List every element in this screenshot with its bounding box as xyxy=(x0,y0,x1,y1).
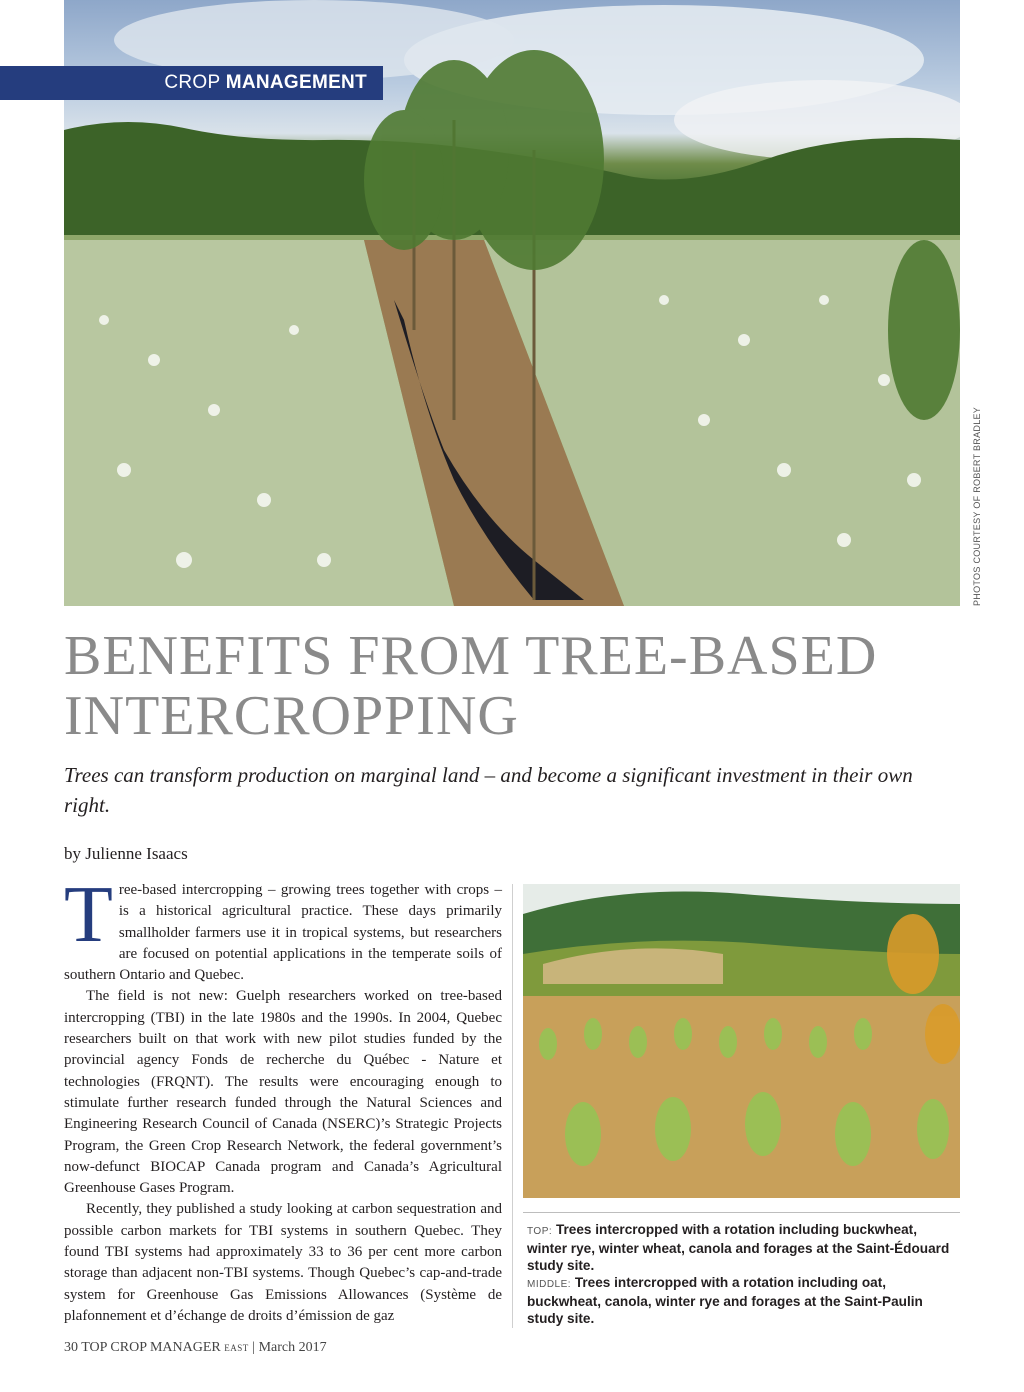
section-label-light: CROP xyxy=(164,72,221,93)
column-divider xyxy=(512,884,513,1328)
issue-date: March 2017 xyxy=(258,1340,327,1355)
caption-tag-middle: MIDDLE: xyxy=(527,1279,572,1290)
magazine-edition: EAST xyxy=(224,1343,249,1353)
body-paragraph-1-text: ree-based intercropping – growing trees together with crops – is a historical agricultural practice. These days primarily smallholder farmers use it in tropical systems, but researchers are focused on potential applications in the temperate soils of southern Ontario and Quebec. xyxy=(64,882,502,984)
body-paragraph-1 xyxy=(64,871,502,986)
photo-caption xyxy=(527,1221,955,1327)
article-dek: Trees can transform production on marginal land – and become a significant investment in their own right. xyxy=(64,763,913,817)
caption-divider xyxy=(523,1212,960,1213)
page-footer: 30 TOP CROP MANAGER EAST | March 2017 xyxy=(64,1340,327,1355)
drop-cap: T xyxy=(64,871,113,959)
article-body xyxy=(64,871,502,1327)
caption-text-middle: Trees intercropped with a rotation including oat, buckwheat, canola, winter rye and forages at the Saint-Paulin study site. xyxy=(527,1275,923,1326)
side-photo-saint-paulin xyxy=(523,884,960,1198)
body-paragraph-3: Recently, they published a study looking at carbon sequestration and possible carbon markets for TBI systems in southern Quebec. They found TBI systems had approximately 33 to 36 per cent more carbon storage than adjacent non-TBI systems. Though Quebec’s cap-and-trade system for Greenhouse Gas Emissions Allowances (Système de plafonnement et d’échange de droits d’émission de gaz xyxy=(64,1201,502,1324)
page-number: 30 xyxy=(64,1340,78,1355)
headline-line-1: BENEFITS FROM TREE-BASED xyxy=(64,625,878,687)
article-headline xyxy=(64,626,964,746)
byline: by Julienne Isaacs xyxy=(64,844,188,863)
section-label xyxy=(164,72,367,94)
section-banner xyxy=(0,66,383,100)
section-label-bold: MANAGEMENT xyxy=(225,72,367,93)
photo-credit: PHOTOS COURTESY OF ROBERT BRADLEY xyxy=(972,406,982,606)
caption-text-top: Trees intercropped with a rotation including buckwheat, winter rye, winter wheat, canola and forages at the Saint-Édouard study site. xyxy=(527,1222,950,1273)
body-paragraph-2: The field is not new: Guelph researchers worked on tree-based intercropping (TBI) in the late 1980s and the 1990s. In 2004, Quebec researchers built on that work with new pilot studies funded by the provincial agency Fonds de recherche du Québec - Nature et technologies (FRQNT). The results were encouraging enough to stimulate further research funded through the Natural Sciences and Engineering Research Council of Canada (NSERC)’s Strategic Projects Program, the Green Crop Research Network, the federal government’s now-defunct BIOCAP Canada program and Canada’s Agricultural Greenhouse Gases Program. xyxy=(64,988,502,1197)
caption-tag-top: TOP: xyxy=(527,1226,553,1237)
magazine-name: TOP CROP MANAGER xyxy=(81,1340,221,1355)
headline-line-2: INTERCROPPING xyxy=(64,685,519,747)
